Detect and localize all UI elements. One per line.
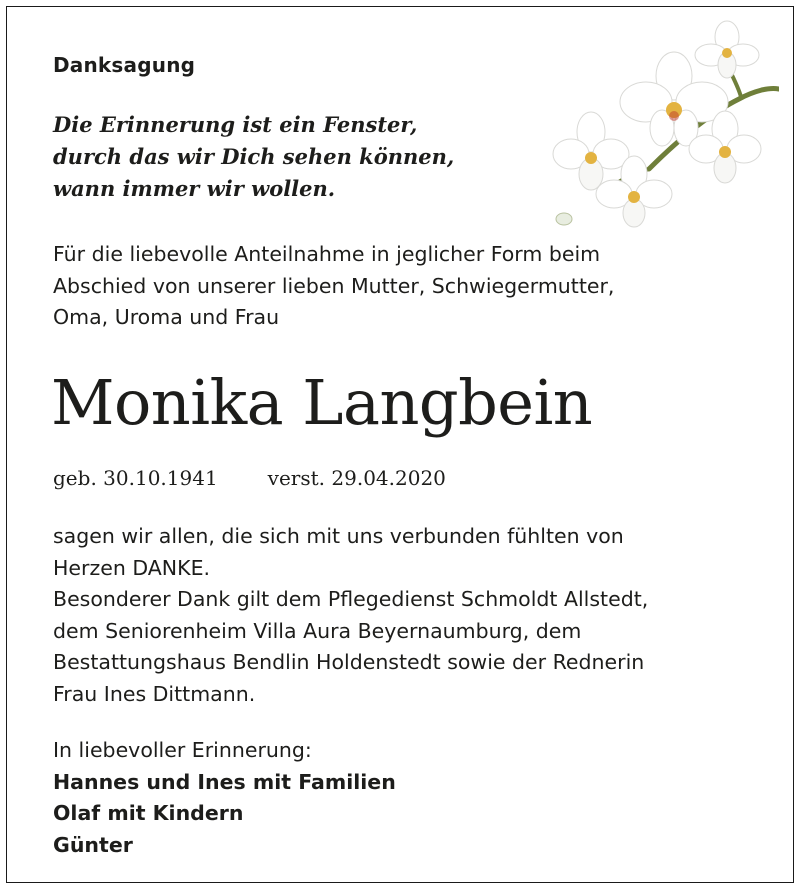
closing-signature: [53, 735, 396, 861]
closing-intro: In liebevoller Erinnerung:: [53, 738, 312, 762]
thanks-line: Frau Ines Dittmann.: [53, 681, 256, 706]
intro-text: [53, 239, 614, 334]
intro-line: Abschied von unserer lieben Mutter, Schwiegermutter,: [53, 273, 615, 298]
quote-line: wann immer wir wollen.: [53, 176, 336, 201]
heading: Danksagung: [53, 53, 196, 77]
intro-line: Für die liebevolle Anteilnahme in jeglicher Form beim: [53, 242, 601, 266]
life-dates: [53, 466, 446, 490]
death-date: verst. 29.04.2020: [267, 466, 446, 490]
thanks-line: Herzen DANKE.: [53, 555, 211, 580]
orchid-image: [529, 19, 779, 234]
thanks-text: [53, 521, 648, 710]
thanks-line: sagen wir allen, die sich mit uns verbunden fühlten von: [53, 524, 624, 548]
obituary-frame: [6, 6, 794, 883]
birth-date: geb. 30.10.1941: [53, 466, 218, 490]
family-line: Olaf mit Kindern: [53, 801, 244, 825]
quote-line: durch das wir Dich sehen können,: [53, 144, 455, 169]
intro-line: Oma, Uroma und Frau: [53, 305, 280, 329]
family-line: Günter: [53, 832, 133, 857]
family-line: Hannes und Ines mit Familien: [53, 769, 396, 794]
thanks-line: Besonderer Dank gilt dem Pflegedienst Schmoldt Allstedt,: [53, 587, 649, 611]
thanks-line: dem Seniorenheim Villa Aura Beyernaumburg, dem: [53, 618, 582, 643]
thanks-line: Bestattungshaus Bendlin Holdenstedt sowie der Rednerin: [53, 650, 645, 674]
deceased-name: Monika Langbein: [51, 366, 593, 439]
memorial-quote: [53, 109, 454, 205]
quote-line: Die Erinnerung ist ein Fenster,: [53, 112, 418, 137]
